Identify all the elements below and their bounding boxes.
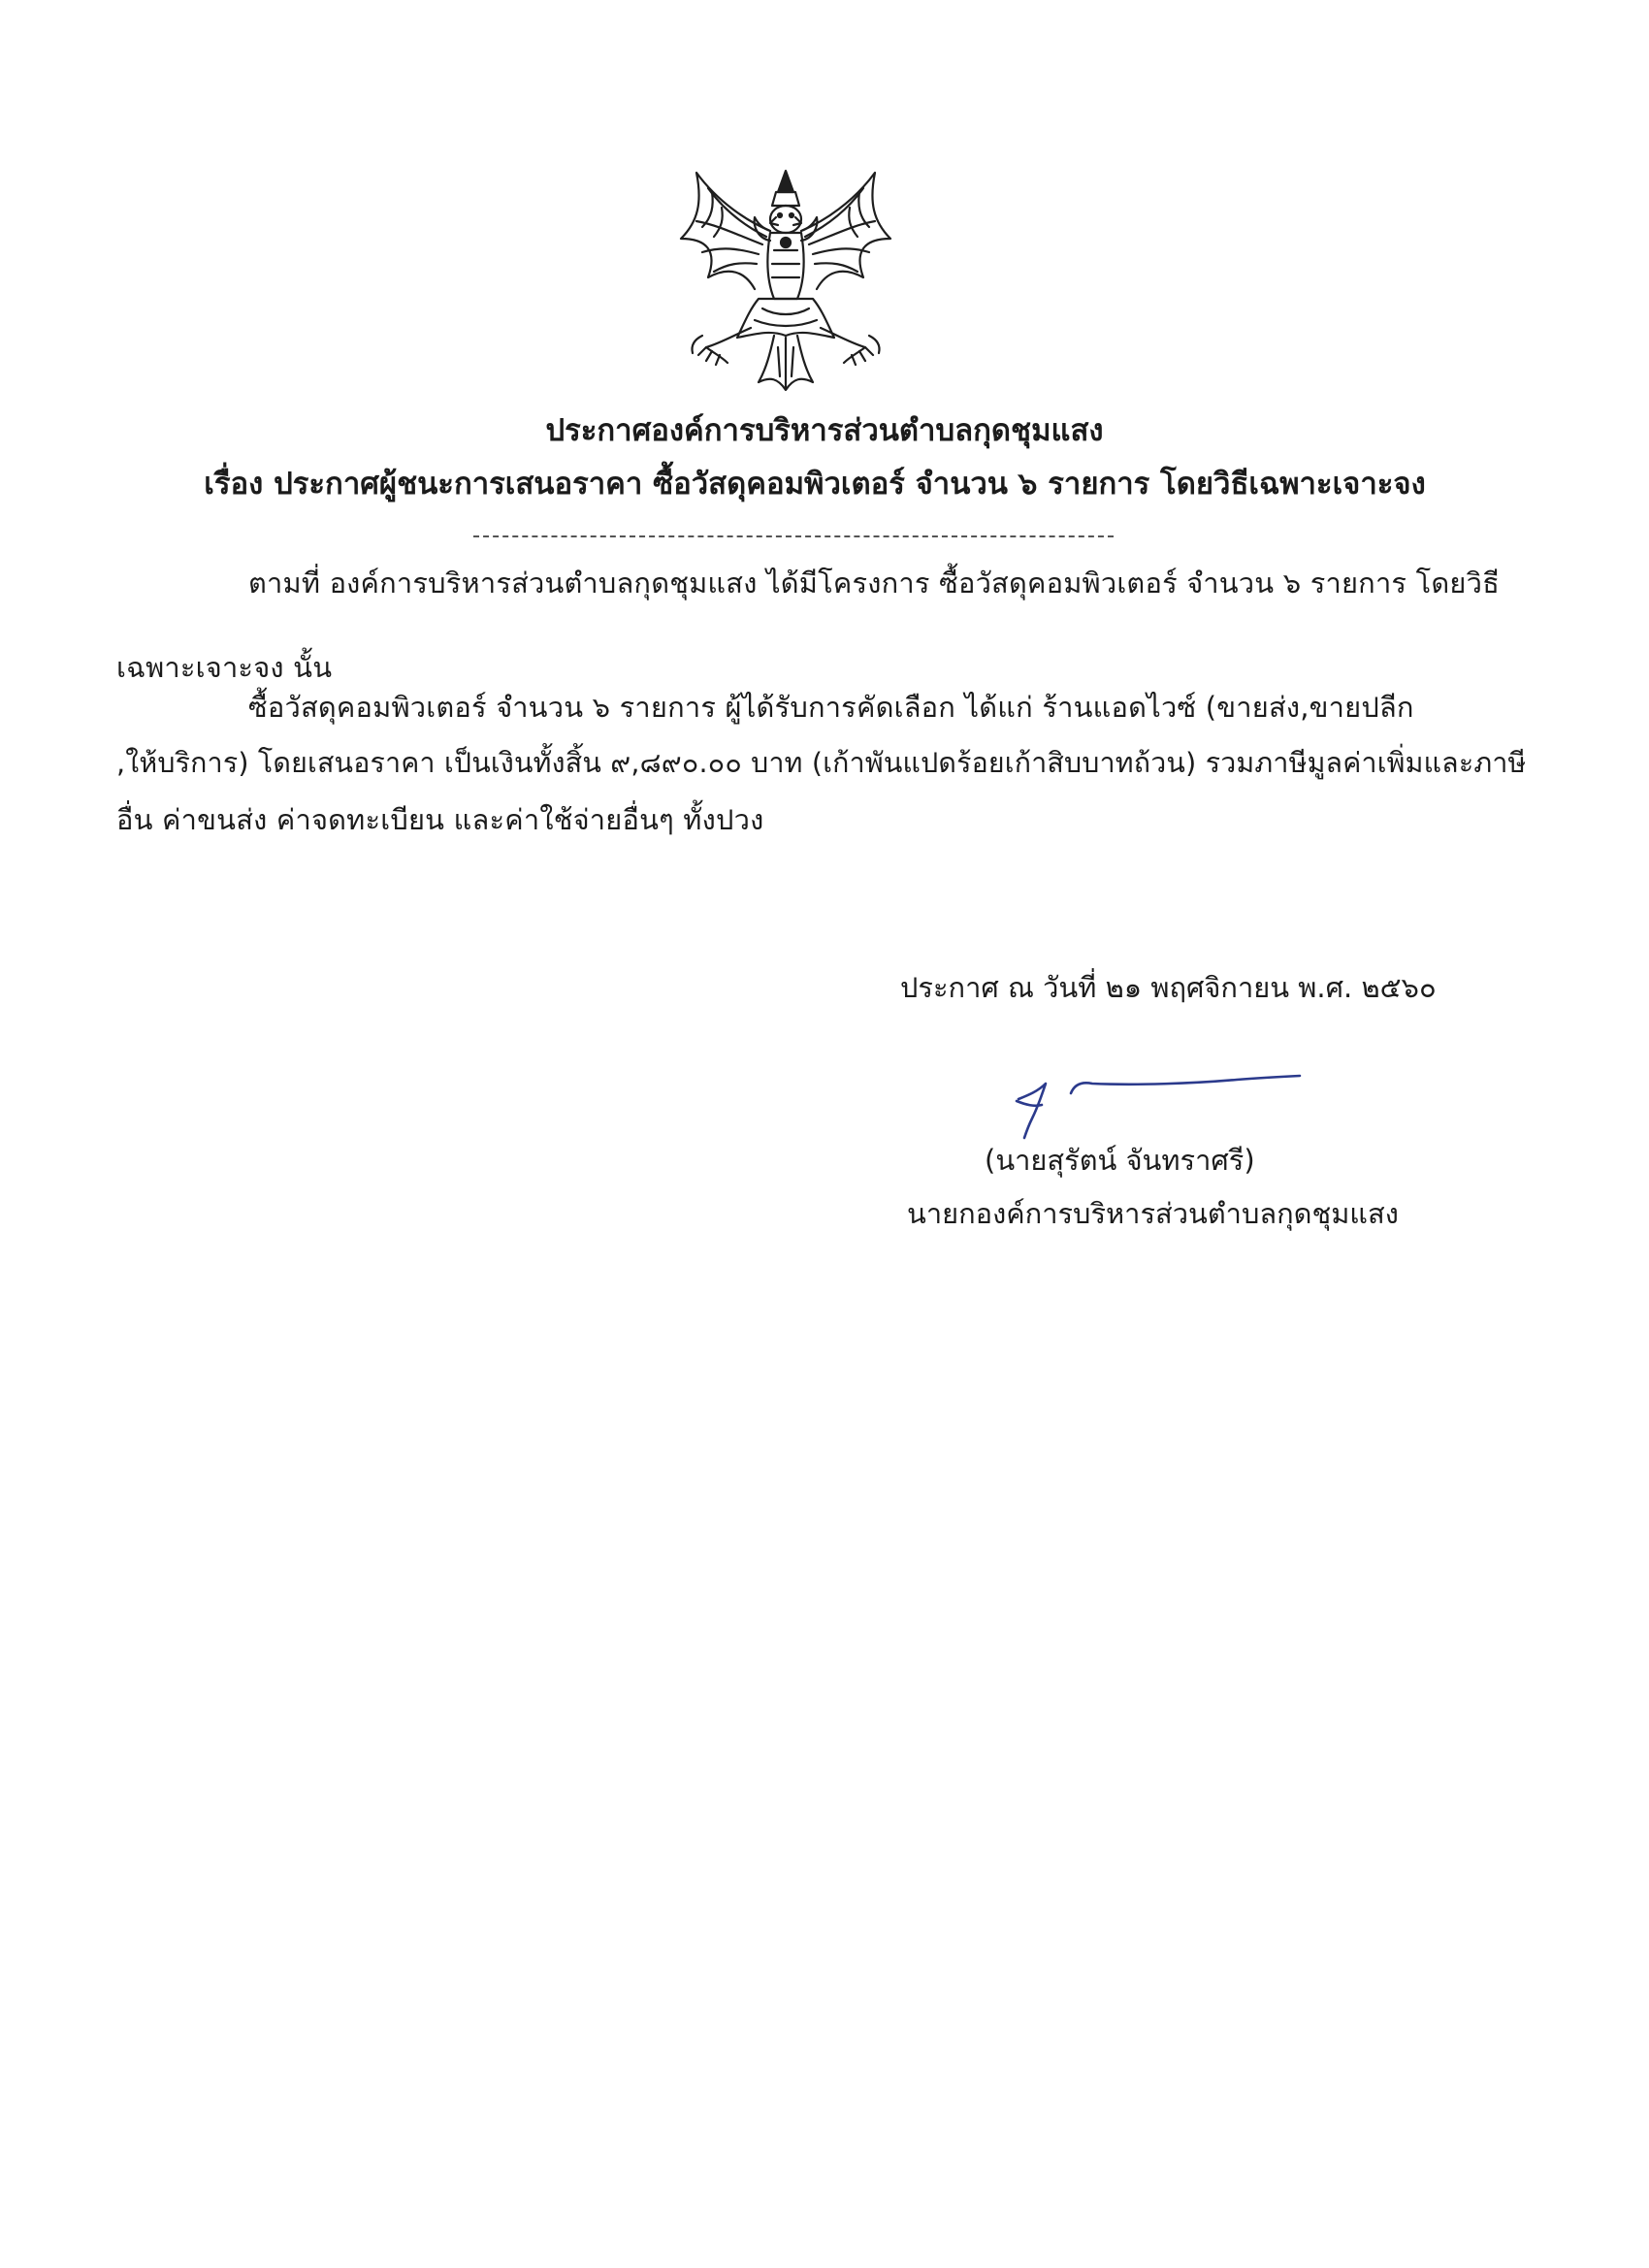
garuda-emblem-icon bbox=[669, 163, 902, 401]
body-paragraph-2-line-3: อื่น ค่าขนส่ง ค่าจดทะเบียน และค่าใช้จ่ายอื่นๆ ทั้งปวง bbox=[116, 803, 764, 836]
body-paragraph-2-line-2: ,ให้บริการ) โดยเสนอราคา เป็นเงินทั้งสิ้น ๙,๘๙๐.๐๐ บาท (เก้าพันแปดร้อยเก้าสิบบาทถ้วน) รวมภาษีมูลค่าเพิ่มและภาษี bbox=[116, 747, 1527, 779]
body-paragraph-1-line-2: เฉพาะเจาะจง นั้น bbox=[116, 651, 333, 684]
signatory-position: นายกองค์การบริหารส่วนตำบลกุดชุมแสง bbox=[907, 1197, 1399, 1230]
announcement-title: ประกาศองค์การบริหารส่วนตำบลกุดชุมแสง bbox=[545, 413, 1104, 448]
body-paragraph-1-line-1: ตามที่ องค์การบริหารส่วนตำบลกุดชุมแสง ได้มีโครงการ ซื้อวัสดุคอมพิวเตอร์ จำนวน ๖ รายการ โดยวิธี bbox=[248, 567, 1501, 599]
signatory-name: (นายสุรัตน์ จันทราศรี) bbox=[985, 1144, 1255, 1177]
announcement-date: ประกาศ ณ วันที่ ๒๑ พฤศจิกายน พ.ศ. ๒๕๖๐ bbox=[900, 971, 1437, 1004]
announcement-subject: เรื่อง ประกาศผู้ชนะการเสนอราคา ซื้อวัสดุคอมพิวเตอร์ จำนวน ๖ รายการ โดยวิธีเฉพาะเจาะจง bbox=[204, 467, 1426, 502]
body-paragraph-2-line-1: ซื้อวัสดุคอมพิวเตอร์ จำนวน ๖ รายการ ผู้ได้รับการคัดเลือก ได้แก่ ร้านแอดไวซ์ (ขายส่ง,ขายปลีก bbox=[248, 691, 1414, 724]
handwritten-signature bbox=[999, 1062, 1319, 1150]
header-divider bbox=[473, 535, 1114, 537]
